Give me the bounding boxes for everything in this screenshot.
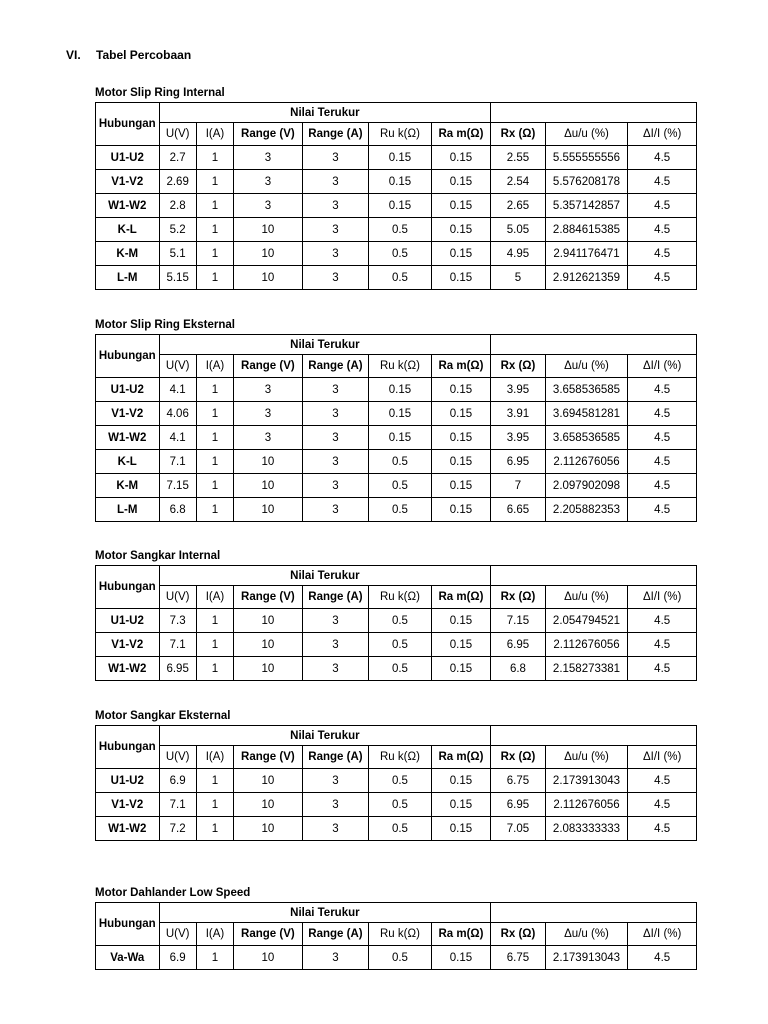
column-header: ΔI/I (%) bbox=[628, 923, 697, 946]
table-row bbox=[96, 450, 697, 474]
value-cell: 1 bbox=[196, 769, 233, 793]
value-cell: 3 bbox=[234, 146, 303, 170]
value-cell: 0.15 bbox=[431, 194, 491, 218]
connection-cell: V1-V2 bbox=[96, 402, 160, 426]
data-table bbox=[95, 902, 697, 970]
value-cell: 1 bbox=[196, 242, 233, 266]
value-cell: 0.15 bbox=[431, 498, 491, 522]
value-cell: 1 bbox=[196, 498, 233, 522]
column-header: ΔI/I (%) bbox=[628, 746, 697, 769]
hubungan-header: Hubungan bbox=[96, 726, 160, 769]
value-cell: 1 bbox=[196, 378, 233, 402]
column-header: Range (V) bbox=[234, 586, 303, 609]
table-row bbox=[96, 218, 697, 242]
value-cell: 3 bbox=[302, 194, 369, 218]
connection-cell: W1-W2 bbox=[96, 657, 160, 681]
column-header: I(A) bbox=[196, 123, 233, 146]
value-cell: 4.5 bbox=[628, 474, 697, 498]
value-cell: 3 bbox=[302, 474, 369, 498]
value-cell: 6.8 bbox=[159, 498, 196, 522]
value-cell: 4.06 bbox=[159, 402, 196, 426]
value-cell: 1 bbox=[196, 657, 233, 681]
value-cell: 6.8 bbox=[491, 657, 545, 681]
nilai-terukur-header: Nilai Terukur bbox=[159, 103, 491, 123]
value-cell: 7.15 bbox=[159, 474, 196, 498]
value-cell: 0.15 bbox=[431, 769, 491, 793]
value-cell: 3.658536585 bbox=[545, 378, 628, 402]
value-cell: 3.658536585 bbox=[545, 426, 628, 450]
hubungan-header: Hubungan bbox=[96, 566, 160, 609]
value-cell: 2.173913043 bbox=[545, 946, 628, 970]
nilai-terukur-header: Nilai Terukur bbox=[159, 335, 491, 355]
value-cell: 4.5 bbox=[628, 498, 697, 522]
data-table bbox=[95, 725, 697, 841]
value-cell: 0.15 bbox=[431, 817, 491, 841]
value-cell: 3.694581281 bbox=[545, 402, 628, 426]
column-header: Rx (Ω) bbox=[491, 923, 545, 946]
value-cell: 3 bbox=[302, 817, 369, 841]
value-cell: 10 bbox=[234, 817, 303, 841]
value-cell: 10 bbox=[234, 609, 303, 633]
value-cell: 2.054794521 bbox=[545, 609, 628, 633]
value-cell: 0.15 bbox=[431, 474, 491, 498]
value-cell: 0.15 bbox=[431, 402, 491, 426]
table-row bbox=[96, 946, 697, 970]
value-cell: 10 bbox=[234, 657, 303, 681]
computed-header-blank bbox=[491, 335, 697, 355]
value-cell: 10 bbox=[234, 793, 303, 817]
value-cell: 0.15 bbox=[431, 633, 491, 657]
column-header: Range (A) bbox=[302, 586, 369, 609]
value-cell: 3 bbox=[234, 378, 303, 402]
value-cell: 7.2 bbox=[159, 817, 196, 841]
value-cell: 6.75 bbox=[491, 946, 545, 970]
value-cell: 4.5 bbox=[628, 218, 697, 242]
table-block bbox=[95, 886, 697, 970]
table-row bbox=[96, 793, 697, 817]
value-cell: 0.15 bbox=[369, 146, 432, 170]
value-cell: 5.555555556 bbox=[545, 146, 628, 170]
value-cell: 5.2 bbox=[159, 218, 196, 242]
value-cell: 1 bbox=[196, 402, 233, 426]
value-cell: 0.15 bbox=[431, 378, 491, 402]
value-cell: 4.5 bbox=[628, 146, 697, 170]
column-header: I(A) bbox=[196, 746, 233, 769]
value-cell: 4.5 bbox=[628, 450, 697, 474]
section-title: Tabel Percobaan bbox=[96, 48, 192, 62]
value-cell: 3 bbox=[302, 218, 369, 242]
connection-cell: K-M bbox=[96, 242, 160, 266]
value-cell: 0.15 bbox=[369, 170, 432, 194]
value-cell: 0.5 bbox=[369, 946, 432, 970]
value-cell: 4.5 bbox=[628, 793, 697, 817]
column-header: Rx (Ω) bbox=[491, 123, 545, 146]
value-cell: 0.15 bbox=[431, 793, 491, 817]
column-header: ΔI/I (%) bbox=[628, 586, 697, 609]
value-cell: 1 bbox=[196, 170, 233, 194]
value-cell: 2.097902098 bbox=[545, 474, 628, 498]
table-title: Motor Slip Ring Eksternal bbox=[95, 319, 235, 331]
value-cell: 0.15 bbox=[431, 609, 491, 633]
value-cell: 3.95 bbox=[491, 378, 545, 402]
table-block bbox=[95, 86, 697, 290]
table-row bbox=[96, 242, 697, 266]
table-row bbox=[96, 378, 697, 402]
value-cell: 3 bbox=[302, 146, 369, 170]
column-header: Range (V) bbox=[234, 923, 303, 946]
section-number: VI. bbox=[66, 48, 81, 62]
table-row bbox=[96, 402, 697, 426]
column-header: Δu/u (%) bbox=[545, 123, 628, 146]
value-cell: 2.205882353 bbox=[545, 498, 628, 522]
table-row bbox=[96, 498, 697, 522]
column-header: I(A) bbox=[196, 923, 233, 946]
value-cell: 0.5 bbox=[369, 817, 432, 841]
connection-cell: Va-Wa bbox=[96, 946, 160, 970]
value-cell: 2.65 bbox=[491, 194, 545, 218]
value-cell: 3 bbox=[302, 633, 369, 657]
value-cell: 0.5 bbox=[369, 498, 432, 522]
column-header: Δu/u (%) bbox=[545, 586, 628, 609]
value-cell: 1 bbox=[196, 474, 233, 498]
value-cell: 3 bbox=[302, 242, 369, 266]
table-title: Motor Slip Ring Internal bbox=[95, 87, 225, 99]
value-cell: 6.9 bbox=[159, 769, 196, 793]
value-cell: 7.3 bbox=[159, 609, 196, 633]
value-cell: 5.15 bbox=[159, 266, 196, 290]
value-cell: 0.5 bbox=[369, 657, 432, 681]
value-cell: 0.15 bbox=[431, 170, 491, 194]
table-row bbox=[96, 194, 697, 218]
value-cell: 1 bbox=[196, 450, 233, 474]
value-cell: 0.15 bbox=[369, 402, 432, 426]
table-title: Motor Sangkar Eksternal bbox=[95, 710, 231, 722]
value-cell: 2.7 bbox=[159, 146, 196, 170]
table-row bbox=[96, 266, 697, 290]
column-header: ΔI/I (%) bbox=[628, 123, 697, 146]
connection-cell: K-M bbox=[96, 474, 160, 498]
value-cell: 4.5 bbox=[628, 194, 697, 218]
table-block bbox=[95, 709, 697, 841]
value-cell: 0.5 bbox=[369, 450, 432, 474]
connection-cell: U1-U2 bbox=[96, 609, 160, 633]
value-cell: 0.5 bbox=[369, 769, 432, 793]
value-cell: 4.5 bbox=[628, 402, 697, 426]
table-row bbox=[96, 633, 697, 657]
value-cell: 2.54 bbox=[491, 170, 545, 194]
column-header: Δu/u (%) bbox=[545, 746, 628, 769]
value-cell: 3 bbox=[302, 609, 369, 633]
value-cell: 1 bbox=[196, 194, 233, 218]
value-cell: 0.15 bbox=[369, 194, 432, 218]
column-header: Rx (Ω) bbox=[491, 746, 545, 769]
column-header: U(V) bbox=[159, 355, 196, 378]
column-header: ΔI/I (%) bbox=[628, 355, 697, 378]
value-cell: 3 bbox=[302, 657, 369, 681]
value-cell: 0.15 bbox=[431, 146, 491, 170]
value-cell: 2.69 bbox=[159, 170, 196, 194]
value-cell: 0.5 bbox=[369, 474, 432, 498]
value-cell: 6.9 bbox=[159, 946, 196, 970]
value-cell: 7 bbox=[491, 474, 545, 498]
column-header: Δu/u (%) bbox=[545, 355, 628, 378]
column-header: Range (V) bbox=[234, 123, 303, 146]
value-cell: 5.357142857 bbox=[545, 194, 628, 218]
value-cell: 10 bbox=[234, 769, 303, 793]
nilai-terukur-header: Nilai Terukur bbox=[159, 566, 491, 586]
value-cell: 2.55 bbox=[491, 146, 545, 170]
table-row bbox=[96, 769, 697, 793]
value-cell: 5.576208178 bbox=[545, 170, 628, 194]
connection-cell: V1-V2 bbox=[96, 633, 160, 657]
value-cell: 0.15 bbox=[431, 946, 491, 970]
hubungan-header: Hubungan bbox=[96, 103, 160, 146]
value-cell: 4.5 bbox=[628, 609, 697, 633]
value-cell: 4.5 bbox=[628, 769, 697, 793]
value-cell: 0.5 bbox=[369, 609, 432, 633]
column-header: U(V) bbox=[159, 586, 196, 609]
value-cell: 1 bbox=[196, 793, 233, 817]
data-table bbox=[95, 334, 697, 522]
column-header: U(V) bbox=[159, 123, 196, 146]
table-row bbox=[96, 474, 697, 498]
hubungan-header: Hubungan bbox=[96, 335, 160, 378]
value-cell: 5.1 bbox=[159, 242, 196, 266]
column-header: Rx (Ω) bbox=[491, 355, 545, 378]
column-header: U(V) bbox=[159, 746, 196, 769]
value-cell: 5 bbox=[491, 266, 545, 290]
value-cell: 10 bbox=[234, 266, 303, 290]
value-cell: 4.1 bbox=[159, 426, 196, 450]
table-block bbox=[95, 318, 697, 522]
computed-header-blank bbox=[491, 726, 697, 746]
value-cell: 1 bbox=[196, 146, 233, 170]
value-cell: 0.5 bbox=[369, 793, 432, 817]
value-cell: 0.15 bbox=[369, 378, 432, 402]
value-cell: 2.912621359 bbox=[545, 266, 628, 290]
table-row bbox=[96, 609, 697, 633]
computed-header-blank bbox=[491, 903, 697, 923]
value-cell: 3 bbox=[302, 450, 369, 474]
table-row bbox=[96, 657, 697, 681]
value-cell: 10 bbox=[234, 498, 303, 522]
value-cell: 10 bbox=[234, 450, 303, 474]
value-cell: 4.5 bbox=[628, 378, 697, 402]
connection-cell: U1-U2 bbox=[96, 378, 160, 402]
value-cell: 2.083333333 bbox=[545, 817, 628, 841]
value-cell: 10 bbox=[234, 946, 303, 970]
value-cell: 1 bbox=[196, 817, 233, 841]
value-cell: 3 bbox=[234, 194, 303, 218]
value-cell: 1 bbox=[196, 426, 233, 450]
value-cell: 2.941176471 bbox=[545, 242, 628, 266]
computed-header-blank bbox=[491, 103, 697, 123]
data-table bbox=[95, 102, 697, 290]
value-cell: 4.5 bbox=[628, 817, 697, 841]
value-cell: 10 bbox=[234, 474, 303, 498]
connection-cell: U1-U2 bbox=[96, 769, 160, 793]
value-cell: 10 bbox=[234, 242, 303, 266]
table-row bbox=[96, 170, 697, 194]
value-cell: 3 bbox=[302, 769, 369, 793]
value-cell: 0.15 bbox=[431, 657, 491, 681]
value-cell: 6.65 bbox=[491, 498, 545, 522]
value-cell: 3.95 bbox=[491, 426, 545, 450]
connection-cell: L-M bbox=[96, 498, 160, 522]
column-header: Ru k(Ω) bbox=[369, 586, 432, 609]
connection-cell: U1-U2 bbox=[96, 146, 160, 170]
data-table bbox=[95, 565, 697, 681]
value-cell: 3 bbox=[234, 426, 303, 450]
connection-cell: K-L bbox=[96, 450, 160, 474]
value-cell: 0.5 bbox=[369, 266, 432, 290]
value-cell: 6.95 bbox=[491, 633, 545, 657]
connection-cell: L-M bbox=[96, 266, 160, 290]
value-cell: 10 bbox=[234, 633, 303, 657]
value-cell: 3 bbox=[302, 498, 369, 522]
value-cell: 2.112676056 bbox=[545, 633, 628, 657]
value-cell: 4.5 bbox=[628, 946, 697, 970]
value-cell: 1 bbox=[196, 218, 233, 242]
value-cell: 7.1 bbox=[159, 450, 196, 474]
value-cell: 3 bbox=[302, 266, 369, 290]
value-cell: 4.95 bbox=[491, 242, 545, 266]
column-header: Δu/u (%) bbox=[545, 923, 628, 946]
connection-cell: W1-W2 bbox=[96, 194, 160, 218]
value-cell: 7.1 bbox=[159, 793, 196, 817]
column-header: Range (V) bbox=[234, 746, 303, 769]
column-header: U(V) bbox=[159, 923, 196, 946]
value-cell: 2.173913043 bbox=[545, 769, 628, 793]
column-header: Range (A) bbox=[302, 123, 369, 146]
value-cell: 1 bbox=[196, 266, 233, 290]
value-cell: 0.15 bbox=[431, 450, 491, 474]
value-cell: 10 bbox=[234, 218, 303, 242]
hubungan-header: Hubungan bbox=[96, 903, 160, 946]
value-cell: 3.91 bbox=[491, 402, 545, 426]
value-cell: 3 bbox=[302, 946, 369, 970]
column-header: Ra m(Ω) bbox=[431, 923, 491, 946]
column-header: I(A) bbox=[196, 355, 233, 378]
connection-cell: V1-V2 bbox=[96, 170, 160, 194]
computed-header-blank bbox=[491, 566, 697, 586]
column-header: Ra m(Ω) bbox=[431, 586, 491, 609]
value-cell: 3 bbox=[302, 793, 369, 817]
table-row bbox=[96, 426, 697, 450]
column-header: Range (A) bbox=[302, 923, 369, 946]
table-title: Motor Dahlander Low Speed bbox=[95, 887, 251, 899]
nilai-terukur-header: Nilai Terukur bbox=[159, 726, 491, 746]
table-row bbox=[96, 146, 697, 170]
column-header: Ru k(Ω) bbox=[369, 923, 432, 946]
column-header: Range (A) bbox=[302, 746, 369, 769]
value-cell: 2.8 bbox=[159, 194, 196, 218]
connection-cell: V1-V2 bbox=[96, 793, 160, 817]
value-cell: 6.95 bbox=[491, 793, 545, 817]
connection-cell: W1-W2 bbox=[96, 426, 160, 450]
value-cell: 1 bbox=[196, 946, 233, 970]
value-cell: 3 bbox=[302, 170, 369, 194]
value-cell: 4.5 bbox=[628, 266, 697, 290]
value-cell: 0.5 bbox=[369, 218, 432, 242]
column-header: Ra m(Ω) bbox=[431, 123, 491, 146]
value-cell: 4.5 bbox=[628, 170, 697, 194]
column-header: Range (A) bbox=[302, 355, 369, 378]
column-header: Ru k(Ω) bbox=[369, 123, 432, 146]
connection-cell: W1-W2 bbox=[96, 817, 160, 841]
value-cell: 0.5 bbox=[369, 633, 432, 657]
value-cell: 3 bbox=[234, 170, 303, 194]
table-title: Motor Sangkar Internal bbox=[95, 550, 221, 562]
value-cell: 1 bbox=[196, 633, 233, 657]
value-cell: 3 bbox=[234, 402, 303, 426]
value-cell: 0.15 bbox=[431, 218, 491, 242]
column-header: Rx (Ω) bbox=[491, 586, 545, 609]
value-cell: 3 bbox=[302, 426, 369, 450]
value-cell: 7.1 bbox=[159, 633, 196, 657]
column-header: Ra m(Ω) bbox=[431, 746, 491, 769]
value-cell: 6.95 bbox=[159, 657, 196, 681]
value-cell: 4.5 bbox=[628, 426, 697, 450]
value-cell: 2.112676056 bbox=[545, 793, 628, 817]
table-row bbox=[96, 817, 697, 841]
table-block bbox=[95, 549, 697, 681]
value-cell: 2.158273381 bbox=[545, 657, 628, 681]
value-cell: 7.05 bbox=[491, 817, 545, 841]
column-header: Range (V) bbox=[234, 355, 303, 378]
value-cell: 4.5 bbox=[628, 657, 697, 681]
value-cell: 0.15 bbox=[369, 426, 432, 450]
value-cell: 2.112676056 bbox=[545, 450, 628, 474]
value-cell: 4.1 bbox=[159, 378, 196, 402]
nilai-terukur-header: Nilai Terukur bbox=[159, 903, 491, 923]
value-cell: 0.15 bbox=[431, 242, 491, 266]
value-cell: 7.15 bbox=[491, 609, 545, 633]
value-cell: 0.15 bbox=[431, 426, 491, 450]
value-cell: 0.15 bbox=[431, 266, 491, 290]
value-cell: 6.95 bbox=[491, 450, 545, 474]
value-cell: 1 bbox=[196, 609, 233, 633]
column-header: Ra m(Ω) bbox=[431, 355, 491, 378]
section-heading bbox=[66, 48, 191, 62]
value-cell: 5.05 bbox=[491, 218, 545, 242]
column-header: Ru k(Ω) bbox=[369, 746, 432, 769]
value-cell: 3 bbox=[302, 378, 369, 402]
value-cell: 2.884615385 bbox=[545, 218, 628, 242]
connection-cell: K-L bbox=[96, 218, 160, 242]
value-cell: 0.5 bbox=[369, 242, 432, 266]
column-header: Ru k(Ω) bbox=[369, 355, 432, 378]
value-cell: 4.5 bbox=[628, 242, 697, 266]
column-header: I(A) bbox=[196, 586, 233, 609]
value-cell: 3 bbox=[302, 402, 369, 426]
value-cell: 4.5 bbox=[628, 633, 697, 657]
value-cell: 6.75 bbox=[491, 769, 545, 793]
